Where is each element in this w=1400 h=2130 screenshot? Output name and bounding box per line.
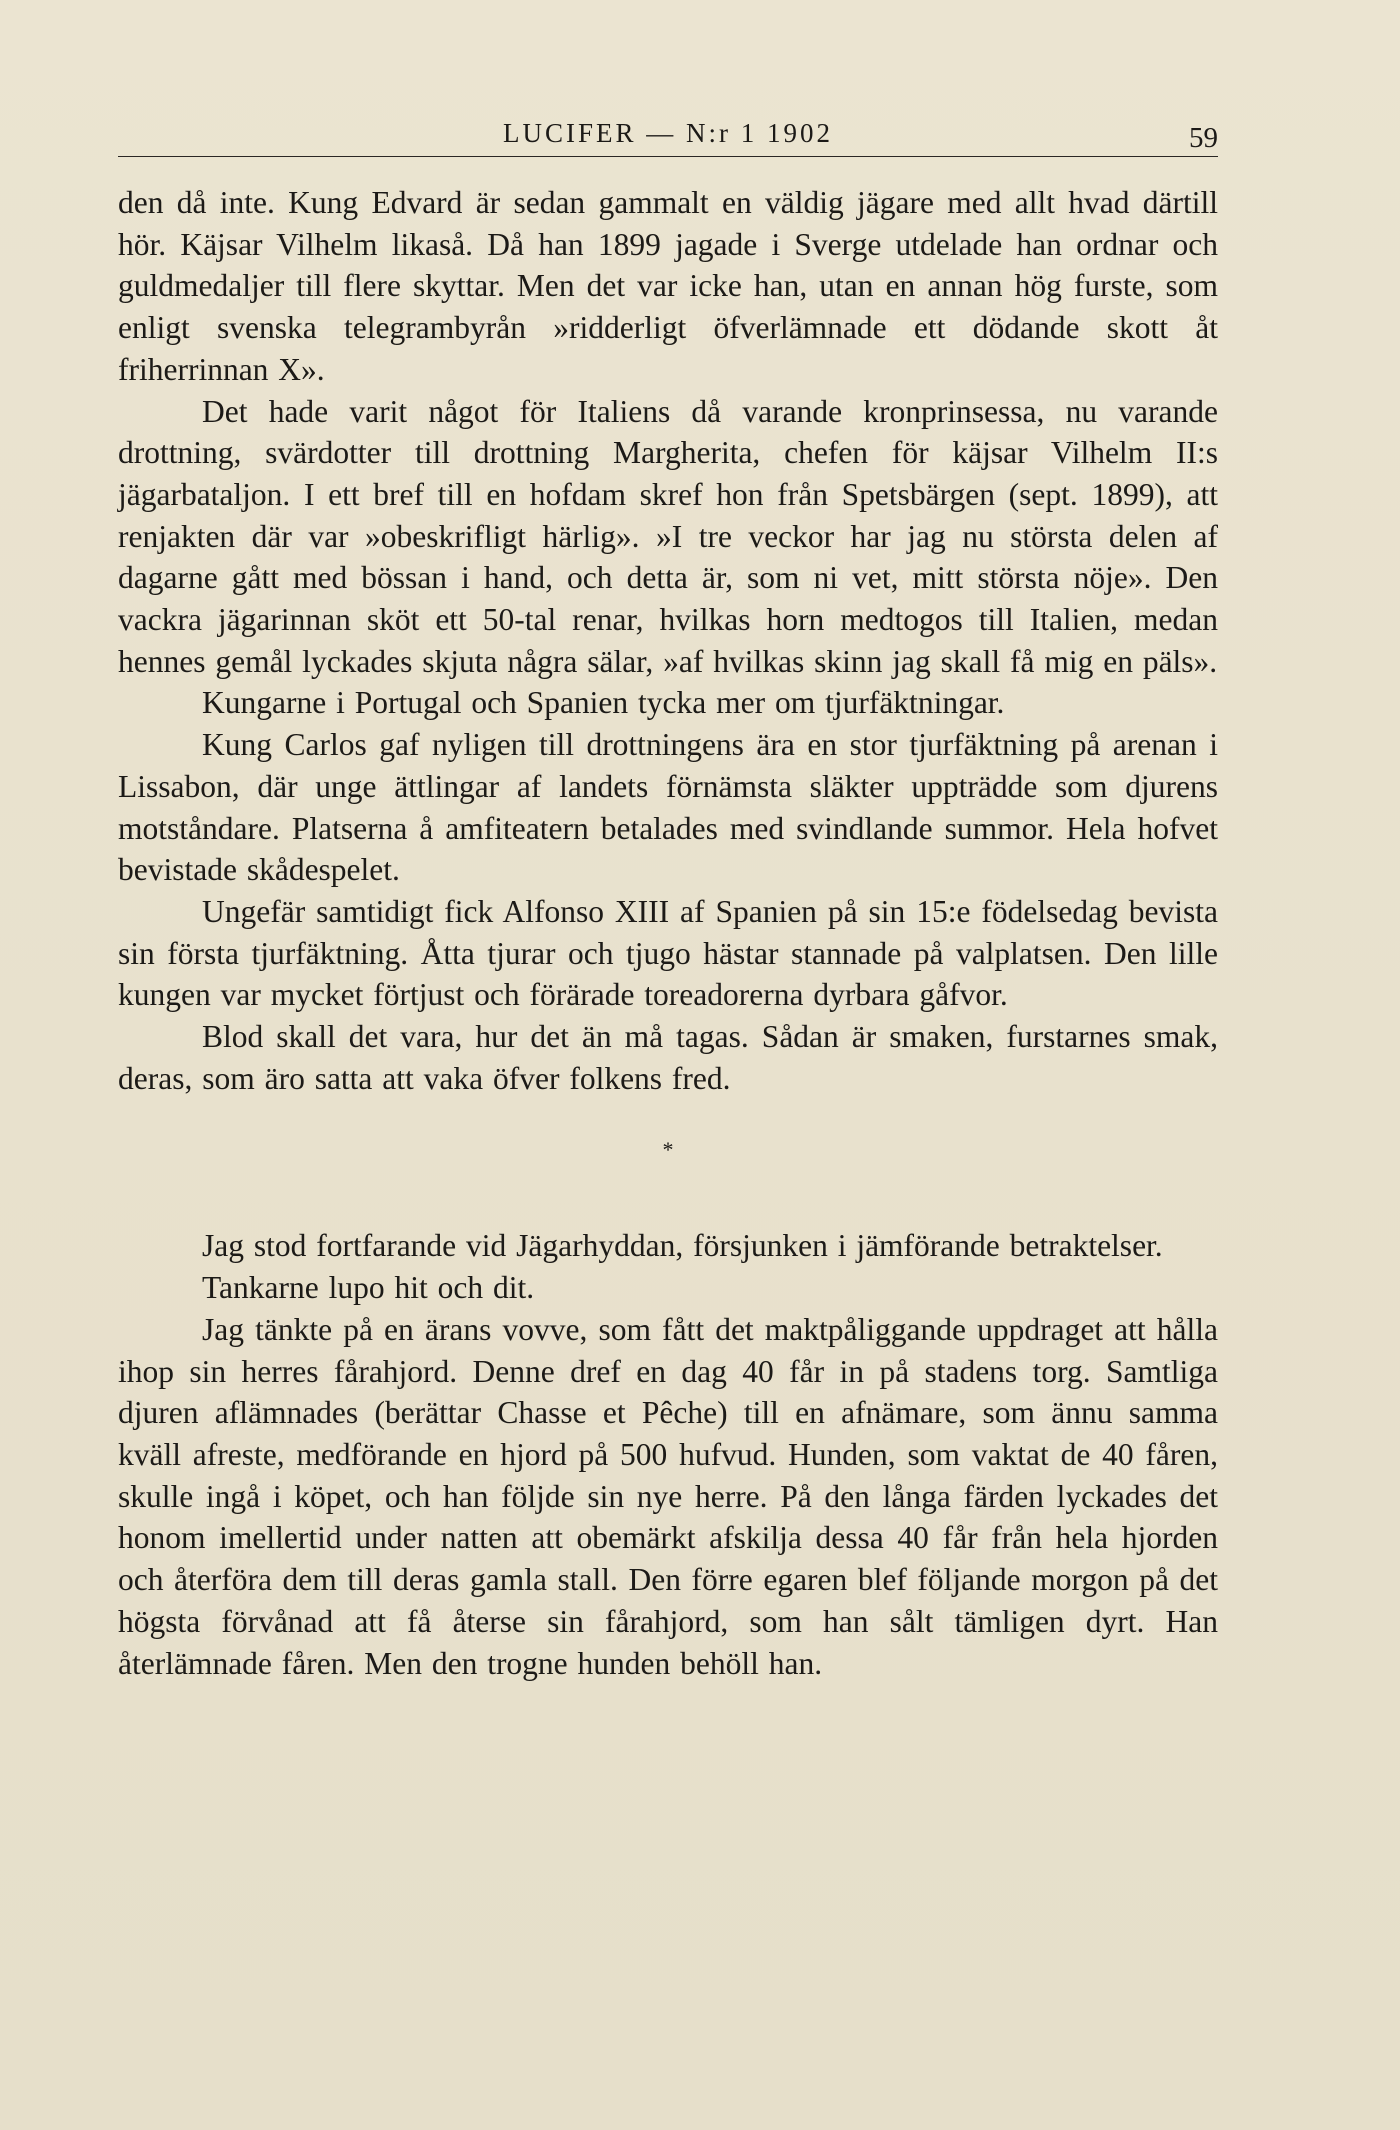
paragraph: den då inte. Kung Edvard är sedan gammalt en väldig jägare med allt hvad därtill hör. Käjsar Vilhelm likaså. Då han 1899 jagade i Sverge utdelade han ordnar och guldmedaljer till flere skyttar. Men det var icke han, utan en annan hög furste, som enligt svenska telegrambyrån »ridderligt öfverlämnade ett dödande skott åt friherrinnan X». bbox=[118, 185, 1218, 387]
paragraph: Jag tänkte på en ärans vovve, som fått det maktpåliggande uppdraget att hålla ihop sin herres fårahjord. Denne dref en dag 40 får in på stadens torg. Samtliga djuren aflämnades (berättar Chasse et Pêche) till en afnämare, som ännu samma kväll afreste, medförande en hjord på 500 hufvud. Hunden, som vaktat de 40 fåren, skulle ingå i köpet, och han följde sin nye herre. På den långa färden lyckades det honom imellertid under natten att obemärkt afskilja dessa 40 får från hela hjorden och återföra dem till deras gamla stall. Den förre egaren blef följande morgon på det högsta förvånad att få återse sin fårahjord, som han sålt tämligen dyrt. Han återlämnade fåren. Men den trogne hunden behöll han. bbox=[118, 1311, 1218, 1681]
running-head: LUCIFER — N:r 1 1902 bbox=[503, 118, 833, 148]
page-number: 59 bbox=[1189, 122, 1218, 154]
paragraph: Kung Carlos gaf nyligen till drottningens ära en stor tjurfäktning på arenan i Lissabon, där unge ättlingar af landets förnämsta släkter uppträdde som djurens motståndare. Platserna å amfiteatern betalades med svindlande summor. Hela hofvet bevistade skådespelet. bbox=[118, 727, 1218, 888]
section-separator bbox=[118, 1099, 1218, 1225]
paragraph: Blod skall det vara, hur det än må tagas. Sådan är smaken, furstarnes smak, deras, som äro satta att vaka öfver folkens fred. bbox=[118, 1019, 1218, 1096]
section-faithful-dog bbox=[118, 1225, 1218, 1684]
paragraph: Det hade varit något för Italiens då varande kronprinsessa, nu varande drottning, svärdotter till drottning Margherita, chefen för käjsar Vilhelm II:s jägarbataljon. I ett bref till en hofdam skref hon från Spetsbärgen (sept. 1899), att renjakten där var »obeskrifligt härlig». »I tre veckor har jag nu största delen af dagarne gått med bössan i hand, och detta är, som ni vet, mitt största nöje». Den vackra jägarinnan sköt ett 50-tal renar, hvilkas horn medtogos till Italien, medan hennes gemål lyckades skjuta några sälar, »af hvilkas skinn jag skall få mig en päls». bbox=[118, 393, 1218, 679]
paragraph: Kungarne i Portugal och Spanien tycka mer om tjurfäktningar. bbox=[202, 685, 1005, 721]
asterisk-separator: * bbox=[662, 1137, 674, 1163]
page-header bbox=[118, 112, 1218, 157]
paragraph: Jag stod fortfarande vid Jägarhyddan, försjunken i jämförande betraktelser. bbox=[202, 1228, 1163, 1264]
body-text bbox=[118, 182, 1218, 1684]
paragraph: Ungefär samtidigt fick Alfonso XIII af Spanien på sin 15:e födelsedag bevista sin första tjurfäktning. Åtta tjurar och tjugo hästar stannade på valplatsen. Den lille kungen var mycket förtjust och förärade toreadorerna dyrbara gåfvor. bbox=[118, 893, 1218, 1013]
paragraph: Tankarne lupo hit och dit. bbox=[202, 1270, 535, 1306]
section-royal-hunts bbox=[118, 182, 1218, 1099]
